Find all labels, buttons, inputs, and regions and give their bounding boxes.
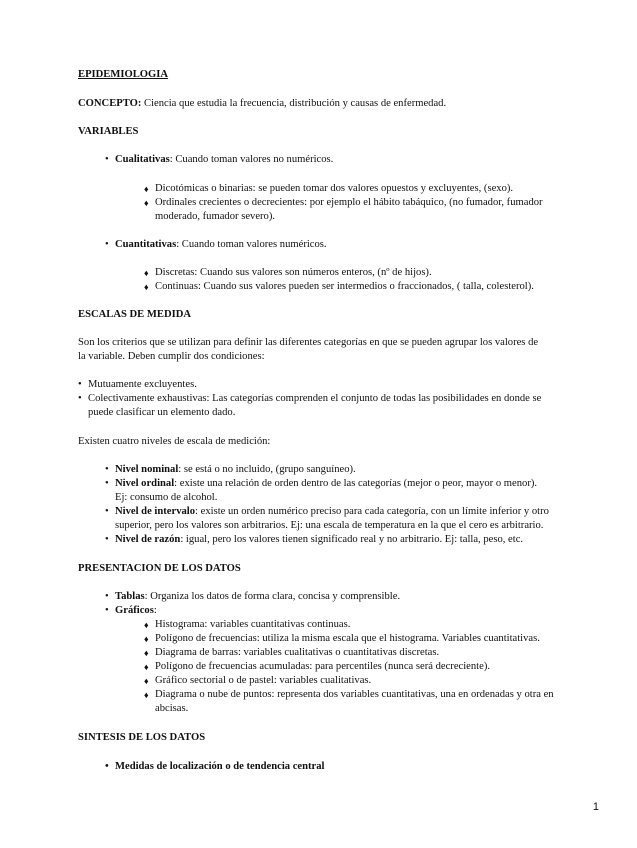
graficos-item [115,604,157,618]
nivel-razon [115,533,523,547]
grafico-subitem: ♦ Polígono de frecuencias acumuladas: para percentiles (nunca será decreciente). [155,660,490,674]
escalas-heading: ESCALAS DE MEDIDA [78,309,192,320]
condicion-item: • Mutuamente excluyentes. [88,378,197,392]
condicion-item: • Colectivamente exhaustivas: Las categorías comprenden el conjunto de todas las posibilidades en donde se [88,392,541,406]
presentacion-heading: PRESENTACION DE LOS DATOS [78,563,241,574]
nivel-nominal-label: Nivel nominal [115,464,179,475]
grafico-subitem: ♦ Histograma: variables cuantitativas continuas. [155,618,350,632]
escalas-intro: la variable. Deben cumplir dos condiciones: [78,351,265,362]
nivel-ordinal-label: Nivel ordinal [115,478,175,489]
medidas-item: • Medidas de localización o de tendencia central [115,760,325,774]
concepto-label: CONCEPTO: [78,98,142,109]
page-number: 1 [592,801,599,813]
grafico-subitem: ♦ Gráfico sectorial o de pastel: variables cualitativas. [155,674,371,688]
concepto-line [78,97,446,111]
nivel-razon-label: Nivel de razón [115,534,181,545]
graficos-label: Gráficos [115,605,154,616]
nivel-nominal [115,463,356,477]
variables-heading: VARIABLES [78,126,139,137]
nivel-nominal-text: : se está o no incluido, (grupo sanguíneo). [178,464,356,475]
nivel-ordinal [115,477,537,491]
grafico-subitem: ♦ Diagrama o nube de puntos: representa dos variables cuantitativas, una en ordenadas y otra en [155,688,554,702]
cualitativas-label: Cualitativas [115,154,170,165]
nivel-intervalo-text: : existe un orden numérico preciso para cada categoría, con un límite inferior y otro [195,506,549,517]
nivel-ordinal-text: : existe una relación de orden dentro de las categorías (mejor o peor, mayor o menor). [174,478,538,489]
grafico-subitem-cont: abcisas. [155,703,189,714]
cualitativas-subitem: ♦ Ordinales crecientes o decrecientes: por ejemplo el hábito tabáquico, (no fumador, fumador [155,196,543,210]
document-title: EPIDEMIOLOGIA [78,69,169,80]
nivel-razon-text: : igual, pero los valores tienen significado real y no arbitrario. Ej: talla, peso, etc. [180,534,524,545]
condicion-item-cont: puede clasificar un elemento dado. [88,407,236,418]
escalas-intro: Son los criterios que se utilizan para definir las diferentes categorías en que se pueden agrupar los valores de [78,337,539,348]
concepto-text: Ciencia que estudia la frecuencia, distribución y causas de enfermedad. [141,98,447,109]
nivel-intervalo-label: Nivel de intervalo [115,506,196,517]
grafico-subitem: ♦ Diagrama de barras: variables cualitativas o cuantitativas discretas. [155,646,439,660]
tablas-label: Tablas [115,591,145,602]
niveles-intro: Existen cuatro niveles de escala de medición: [78,436,271,447]
cuantitativas-subitem: ♦ Continuas: Cuando sus valores pueden ser intermedios o fraccionados, ( talla, colesterol). [155,280,534,294]
cualitativas-item [115,153,333,167]
cualitativas-subitem-cont: moderado, fumador severo). [155,211,276,222]
cuantitativas-text: : Cuando toman valores numéricos. [176,239,327,250]
cuantitativas-label: Cuantitativas [115,239,177,250]
nivel-ordinal-cont: Ej: consumo de alcohol. [115,492,218,503]
cualitativas-subitem: ♦ Dicotómicas o binarias: se pueden tomar dos valores opuestos y excluyentes, (sexo). [155,182,513,196]
tablas-item [115,590,400,604]
nivel-intervalo [115,505,549,519]
nivel-intervalo-cont: superior, pero los valores son arbitrarios. Ej: una escala de temperatura en la que el cero es arbitrario. [115,520,544,531]
cuantitativas-subitem: ♦ Discretas: Cuando sus valores son números enteros, (nº de hijos). [155,266,432,280]
cualitativas-text: : Cuando toman valores no numéricos. [169,154,334,165]
sintesis-heading: SINTESIS DE LOS DATOS [78,732,206,743]
cuantitativas-item [115,238,327,252]
tablas-text: : Organiza los datos de forma clara, concisa y comprensible. [144,591,401,602]
grafico-subitem: ♦ Polígono de frecuencias: utiliza la misma escala que el histograma. Variables cuantitativas. [155,632,540,646]
graficos-text: : [153,605,157,616]
